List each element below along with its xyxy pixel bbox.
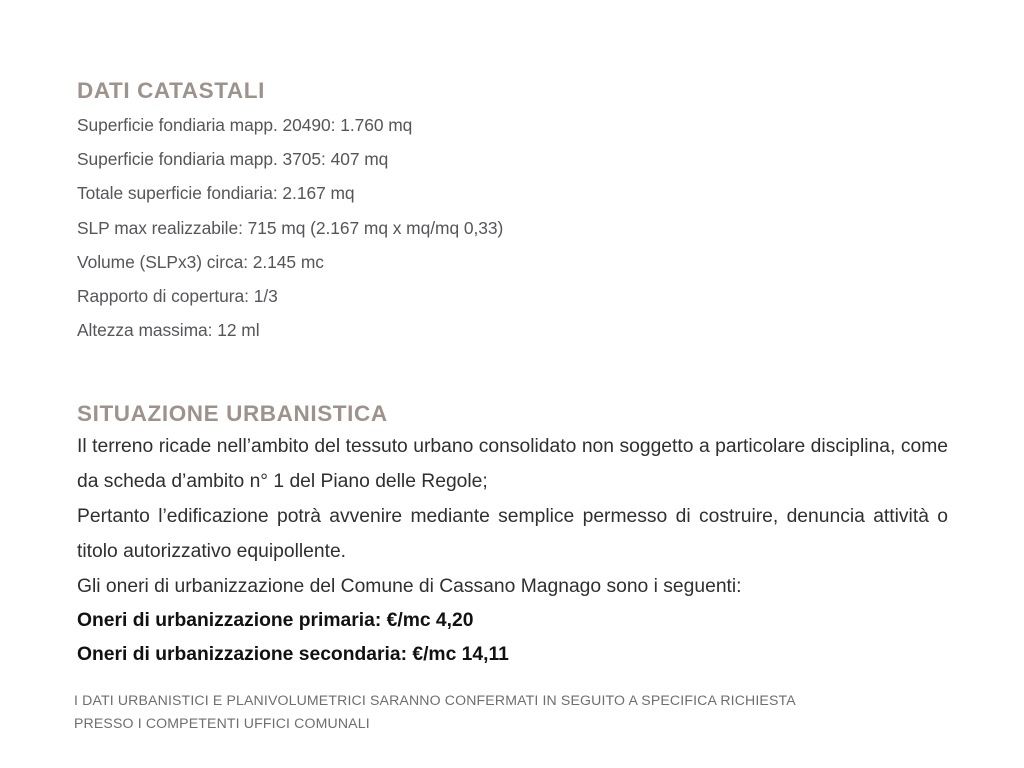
cadastral-data-line: Altezza massima: 12 ml [77, 320, 260, 341]
urbanistic-content-block [77, 429, 948, 672]
section-heading-dati-catastali: DATI CATASTALI [77, 77, 265, 103]
cadastral-data-line: SLP max realizzabile: 715 mq (2.167 mq x mq/mq 0,33) [77, 217, 504, 238]
oneri-urbanizzazione-primaria: Oneri di urbanizzazione primaria: €/mc 4,20 [77, 610, 474, 631]
urbanistic-paragraph-oneri-intro: Gli oneri di urbanizzazione del Comune di Cassano Magnago sono i seguenti: [77, 576, 742, 597]
cadastral-data-line: Superficie fondiaria mapp. 3705: 407 mq [77, 149, 389, 170]
cadastral-data-line: Volume (SLPx3) circa: 2.145 mc [77, 251, 324, 272]
cadastral-data-line: Superficie fondiaria mapp. 20490: 1.760 mq [77, 115, 413, 135]
page-bottom-cutoff-text [57, 757, 477, 768]
urbanistic-paragraph-tessuto-urbano: Il terreno ricade nell’ambito del tessuto urbano consolidato non soggetto a particolare disciplina, come da scheda d’ambito n° 1 del Piano delle Regole; [77, 436, 948, 492]
disclaimer-line-2: PRESSO I COMPETENTI UFFICI COMUNALI [74, 714, 370, 731]
cadastral-data-line: Rapporto di copertura: 1/3 [77, 286, 278, 307]
urbanistic-paragraph-permesso-costruire: Pertanto l’edificazione potrà avvenire mediante semplice permesso di costruire, denuncia attività o titolo autorizzativo equipollente. [77, 506, 948, 562]
footer-disclaimer [74, 689, 831, 734]
section-heading-situazione-urbanistica: SITUAZIONE URBANISTICA [77, 400, 388, 426]
cadastral-data-line: Totale superficie fondiaria: 2.167 mq [77, 183, 355, 204]
oneri-urbanizzazione-secondaria: Oneri di urbanizzazione secondaria: €/mc 14,11 [77, 644, 509, 665]
disclaimer-line-1: I DATI URBANISTICI E PLANIVOLUMETRICI SARANNO CONFERMATI IN SEGUITO A SPECIFICA RICHIESTA [74, 692, 796, 708]
cadastral-data-list [77, 108, 777, 347]
